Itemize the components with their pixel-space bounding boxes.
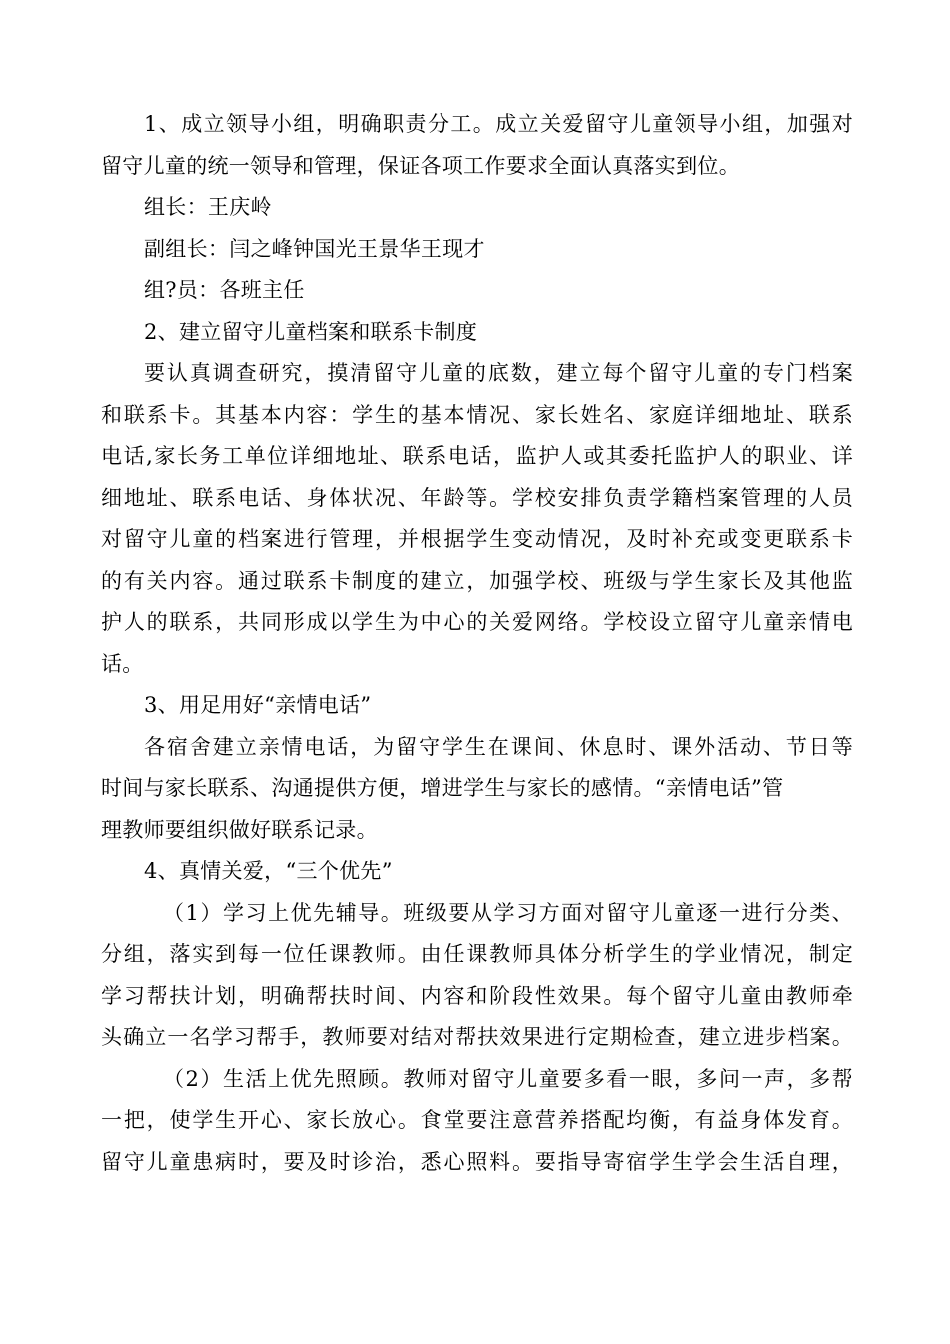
document-body	[101, 104, 853, 1183]
text-line: 的有关内容。通过联系卡制度的建立，加强学校、班级与学生家长及其他监	[101, 568, 853, 593]
text-line: 留守儿童的统一领导和管理，保证各项工作要求全面认真落实到位。	[101, 153, 740, 178]
text-line: 组?员：各班主任	[144, 278, 305, 302]
text-line: 留守儿童患病时，要及时诊治，悉心照料。要指导寄宿学生学会生活自理，	[101, 1149, 853, 1174]
text-line: 电话,家长务工单位详细地址、联系电话，监护人或其委托监护人的职业、详	[101, 444, 853, 468]
text-line: 和联系卡。其基本内容：学生的基本情况、家长姓名、家庭详细地址、联系	[101, 402, 853, 427]
text-line: 各宿舍建立亲情电话，为留守学生在课间、休息时、课外活动、节日等	[144, 734, 853, 759]
text-line: 学习帮扶计划，明确帮扶时间、内容和阶段性效果。每个留守儿童由教师牵	[101, 983, 853, 1008]
text-line: 副组长：闫之峰钟国光王景华王现才	[144, 236, 485, 261]
text-line: 头确立一名学习帮手，教师要对结对帮扶效果进行定期检查，建立进步档案。	[101, 1025, 853, 1049]
section-heading: 4、真情关爱，“三个优先”	[144, 859, 393, 883]
text-line: 护人的联系，共同形成以学生为中心的关爱网络。学校设立留守儿童亲情电	[101, 610, 853, 634]
text-line: 要认真调查研究，摸清留守儿童的底数，建立每个留守儿童的专门档案	[144, 361, 853, 385]
text-line: 时间与家长联系、沟通提供方便，增进学生与家长的感情。“亲情电话”管	[101, 776, 784, 800]
text-line: 理教师要组织做好联系记录。	[101, 817, 378, 842]
text-line: 组长：王庆岭	[144, 195, 272, 219]
text-line: 对留守儿童的档案进行管理，并根据学生变动情况，及时补充或变更联系卡	[101, 527, 853, 551]
text-line: 分组，落实到每一位任课教师。由任课教师具体分析学生的学业情况，制定	[101, 942, 853, 966]
text-line: 一把，使学生开心、家长放心。食堂要注意营养搭配均衡，有益身体发育。	[101, 1108, 853, 1132]
text-line: 1、成立领导小组，明确职责分工。成立关爱留守儿童领导小组，加强对	[144, 112, 853, 136]
text-line: 细地址、联系电话、身体状况、年龄等。学校安排负责学籍档案管理的人员	[101, 485, 853, 510]
text-line: （1）学习上优先辅导。班级要从学习方面对留守儿童逐一进行分类、	[163, 900, 853, 925]
section-heading: 3、用足用好“亲情电话”	[144, 693, 372, 717]
section-heading: 2、建立留守儿童档案和联系卡制度	[144, 319, 478, 344]
text-line: （2）生活上优先照顾。教师对留守儿童要多看一眼，多问一声，多帮	[163, 1066, 853, 1091]
text-line: 话。	[101, 651, 144, 676]
